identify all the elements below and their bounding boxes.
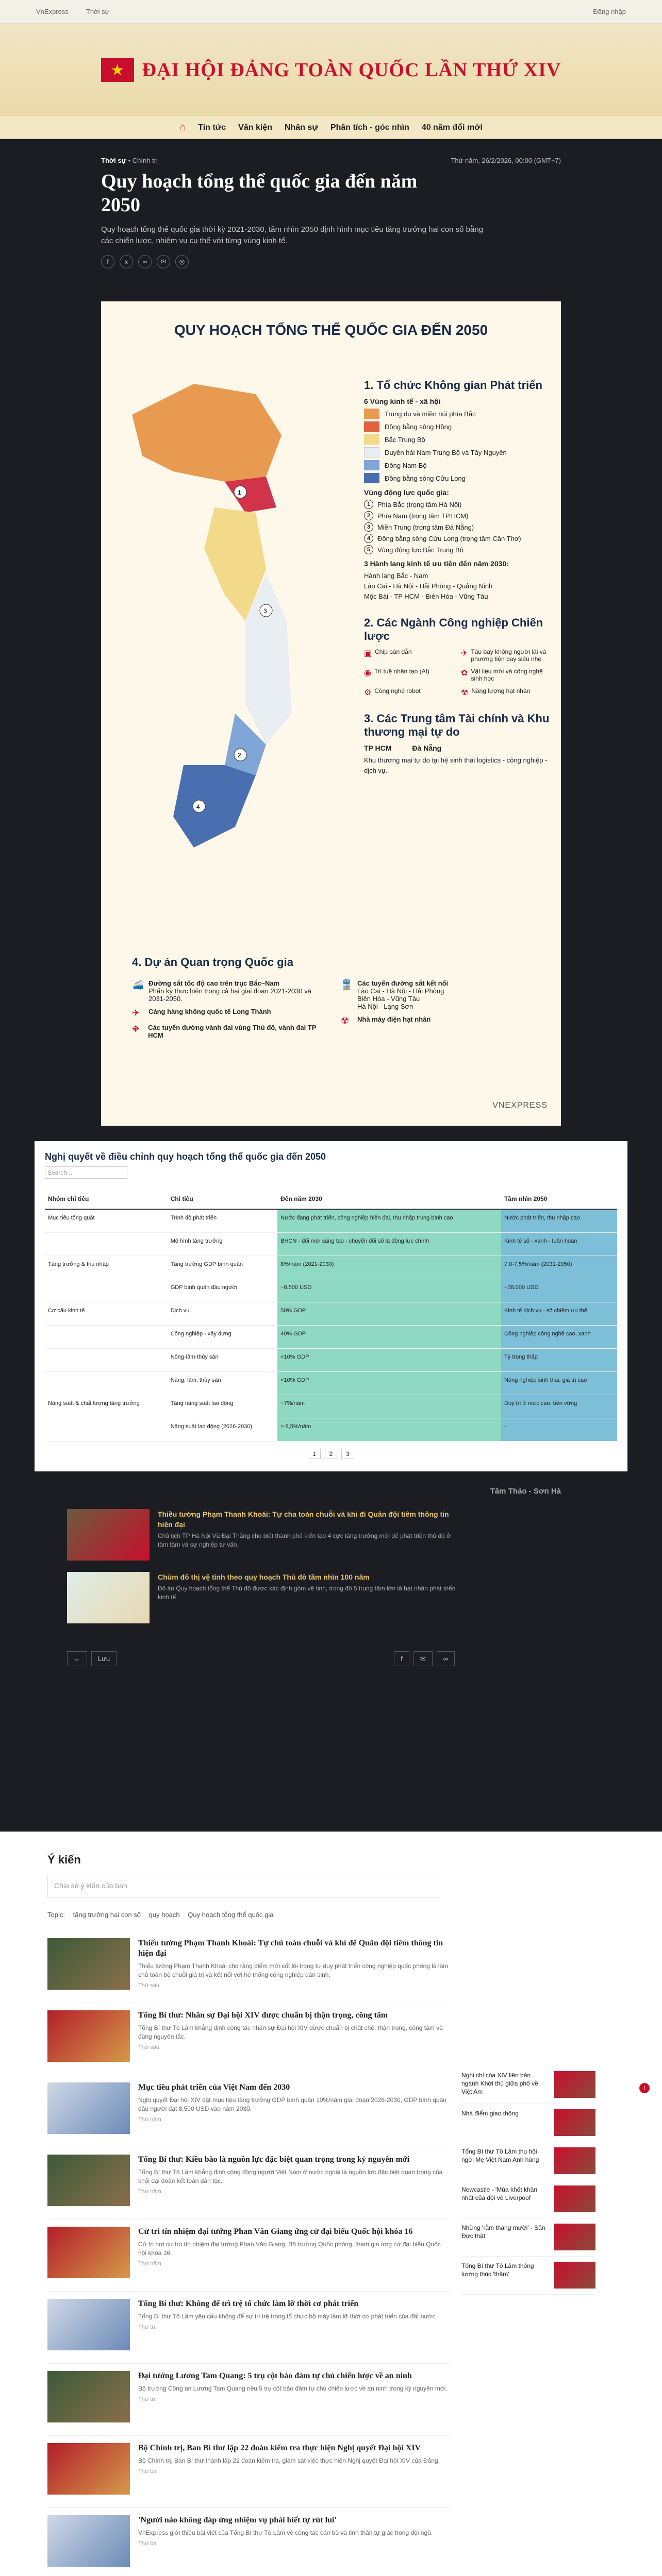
email-icon[interactable]: ✉ xyxy=(413,1651,433,1666)
sidebar-item[interactable] xyxy=(461,2180,595,2218)
news-thumb xyxy=(47,2515,130,2567)
pole-item: 1 Phía Bắc (trọng tâm Hà Nội) xyxy=(364,500,550,509)
news-desc: Nghị quyết Đại hội XIV đặt mục tiêu tăng trưởng GDP bình quân 10%/năm giai đoạn 2026-2030, GDP bình quân đầu người đạt 8.500 USD vào năm 2030. xyxy=(138,2096,446,2112)
related-item[interactable]: Chùm đô thị vệ tinh theo quy hoạch Thủ đô tầm nhìn 100 năm Đô án Quy hoạch tổng thể Thủ đô được xác định gồm vệ tinh, trong đó 5 trung tâm lớn là hạt nhân phát triển kinh tế. xyxy=(67,1572,459,1623)
news-title[interactable]: Mục tiêu phát triển của Việt Nam đến 2030 xyxy=(138,2083,290,2092)
main-nav xyxy=(0,116,662,139)
news-title[interactable]: Tổng Bí thư: Không để trì trệ tổ chức làm lỡ thời cơ phát triển xyxy=(138,2299,359,2308)
ai-icon: ◉ xyxy=(364,669,371,677)
email-icon[interactable]: ✉ xyxy=(157,255,170,268)
legend-panel xyxy=(364,379,550,776)
flag-icon: ★ xyxy=(101,58,134,82)
sidebar-thumb xyxy=(554,2109,595,2136)
list-item[interactable] xyxy=(47,2147,450,2219)
table-cell: <10% GDP xyxy=(277,1371,501,1395)
news-title[interactable]: 'Người nào không đáp ứng nhiệm vụ phải biết tự rút lui' xyxy=(138,2516,337,2524)
tag-link[interactable]: tăng trưởng hai con số xyxy=(73,1911,141,1919)
comments-section xyxy=(0,1832,662,2576)
legend-item: Đồng bằng sông Hồng xyxy=(364,421,550,432)
chip-icon: ▣ xyxy=(364,649,372,658)
table-cell xyxy=(45,1348,168,1371)
table-row xyxy=(45,1371,617,1395)
home-icon[interactable]: ⌂ xyxy=(179,122,186,133)
news-title[interactable]: Cử tri tín nhiệm đại tướng Phan Văn Giang ứng cử đại biểu Quốc hội khóa 16 xyxy=(138,2227,413,2236)
legend-item: Đồng bằng sông Cửu Long xyxy=(364,473,550,483)
table-cell: ~7%/năm xyxy=(277,1395,501,1418)
data-table-box xyxy=(35,1141,627,1471)
login-link[interactable]: Đăng nhập xyxy=(593,8,626,15)
news-time: Thứ năm xyxy=(138,2116,161,2123)
table-cell: Tăng trưởng GDP bình quân xyxy=(168,1256,277,1279)
notification-icon[interactable]: ! xyxy=(639,2083,650,2093)
news-thumb xyxy=(47,1938,130,1990)
table-cell: Cơ cấu kinh tế xyxy=(45,1302,168,1325)
page-button[interactable]: 2 xyxy=(325,1449,338,1459)
sidebar-item[interactable] xyxy=(461,2218,595,2257)
corridor-item: Mộc Bài - TP HCM - Biên Hòa - Vũng Tàu xyxy=(364,592,488,600)
sidebar-item[interactable] xyxy=(461,2142,595,2180)
list-item[interactable] xyxy=(47,1931,450,2003)
article-controls xyxy=(67,1654,459,1664)
author: Tâm Thảo - Sơn Hà xyxy=(490,1486,561,1496)
sidebar-item[interactable] xyxy=(461,2257,595,2295)
news-desc: VnExpress giới thiệu bài viết của Tổng Bí thư Tô Lâm về công tác cán bộ và tinh thần tự giác trong đội ngũ. xyxy=(138,2529,433,2536)
news-thumb xyxy=(47,2227,130,2278)
publish-date: Thứ năm, 26/2/2026, 00:00 (GMT+7) xyxy=(451,157,561,164)
news-time: Thứ ba xyxy=(138,2468,157,2475)
list-item[interactable] xyxy=(47,2075,450,2147)
sidebar-thumb xyxy=(554,2224,595,2250)
news-time: Thứ tư xyxy=(138,2396,156,2402)
airport-icon: ✈ xyxy=(132,1008,140,1018)
news-desc: Tổng Bí thư Tô Lâm khẳng định công tác nhân sự Đại hội XIV được chuẩn bị chặt chẽ, thận trọng, công tâm và đúng nguyên tắc. xyxy=(138,2024,443,2040)
table-cell: Tăng năng suất lao động xyxy=(168,1395,277,1418)
hero-banner xyxy=(0,24,662,116)
legend-item: Bắc Trung Bộ xyxy=(364,434,550,445)
news-list xyxy=(47,1931,450,2576)
table-cell: Công nghiệp công nghệ cao, xanh xyxy=(501,1325,617,1348)
svg-text:2: 2 xyxy=(238,752,241,759)
road-icon: ⛖ xyxy=(132,1024,140,1034)
category[interactable]: Thời sự xyxy=(101,157,126,164)
table-title: Nghị quyết về điều chỉnh quy hoạch tổng thể quốc gia đến 2050 xyxy=(45,1151,326,1162)
table-row xyxy=(45,1395,617,1418)
news-title[interactable]: Tổng Bí thư: Nhân sự Đại hội XIV được chuẩn bị thận trọng, công tâm xyxy=(138,2011,388,2020)
news-title[interactable]: Tổng Bí thư: Kiều bào là nguồn lực đặc biệt quan trọng trong kỷ nguyên mới xyxy=(138,2155,410,2164)
list-item[interactable] xyxy=(47,2219,450,2292)
legend-item: Duyên hải Nam Trung Bộ và Tây Nguyên xyxy=(364,447,550,457)
nav-item[interactable]: Phân tích - góc nhìn xyxy=(330,123,409,132)
subcategory[interactable]: Chính trị xyxy=(132,157,158,164)
article-title: Quy hoạch tổng thể quốc gia đến năm 2050 xyxy=(101,171,418,216)
pole-item: 3 Miền Trung (trọng tâm Đà Nẵng) xyxy=(364,522,550,532)
nav-item[interactable]: Tin tức xyxy=(198,123,226,132)
news-time: Thứ tư xyxy=(138,2324,156,2330)
section-2-title: 2. Các Ngành Công nghiệp Chiến lược xyxy=(364,616,543,642)
sidebar-title: Tổng Bí thư Tô Lâm thụ hội ngợi Mẹ Việt Nam Anh hùng xyxy=(461,2148,539,2163)
table-cell: Năng, lâm, thủy sản xyxy=(168,1371,277,1395)
table-cell: 50% GDP xyxy=(277,1302,501,1325)
table-cell: <10% GDP xyxy=(277,1348,501,1371)
news-title[interactable]: Đại tướng Lương Tam Quang: 5 trụ cột bảo đảm tự chủ chiến lược về an ninh xyxy=(138,2371,412,2380)
brand-logo: VNEXPRESS xyxy=(492,1101,548,1110)
table-cell: 40% GDP xyxy=(277,1325,501,1348)
table-cell: Tăng trưởng & thu nhập xyxy=(45,1256,168,1279)
legend-item: Trung du và miền núi phía Bắc xyxy=(364,409,550,419)
table-cell: Tỷ trọng thấp xyxy=(501,1348,617,1371)
related-thumb xyxy=(67,1509,150,1561)
news-thumb xyxy=(47,2371,130,2422)
comments-heading: Ý kiến xyxy=(47,1853,81,1866)
sidebar-thumb xyxy=(554,2262,595,2289)
facebook-icon[interactable]: f xyxy=(101,255,114,268)
robot-icon: ⚙ xyxy=(364,688,372,697)
table-cell: 8%/năm (2021-2030) xyxy=(277,1256,501,1279)
nav-item[interactable]: Văn kiện xyxy=(238,123,272,132)
regions-title: 6 Vùng kinh tế - xã hội xyxy=(364,397,441,405)
page-button[interactable]: 3 xyxy=(341,1449,354,1459)
news-time: Thứ năm xyxy=(138,2189,161,2195)
table-cell xyxy=(45,1232,168,1256)
table-header[interactable]: Nhóm chỉ tiêu xyxy=(45,1189,168,1209)
news-time: Thứ sáu xyxy=(138,2044,159,2050)
data-table xyxy=(45,1189,617,1442)
list-item[interactable] xyxy=(47,2292,450,2364)
save-button[interactable]: Lưu xyxy=(91,1651,117,1666)
table-row xyxy=(45,1302,617,1325)
news-desc: Tổng Bí thư Tô Lâm yêu cầu không để sự trì trệ trong tổ chức bộ máy làm lỡ thời cơ phát triển của đất nước. xyxy=(138,2313,437,2320)
plant-icon: ☢ xyxy=(341,1015,350,1026)
table-row xyxy=(45,1325,617,1348)
news-thumb xyxy=(47,2010,130,2062)
sidebar-title: Tổng Bí thư Tô Lâm thông lương thúc 'thăm' xyxy=(461,2262,534,2278)
table-row xyxy=(45,1348,617,1371)
sidebar-item[interactable] xyxy=(461,2104,595,2142)
news-desc: Bộ trưởng Công an Lương Tam Quang nêu 5 trụ cột bảo đảm tự chủ chiến lược về an ninh trong kỷ nguyên mới. xyxy=(138,2385,448,2392)
news-title[interactable]: Bộ Chính trị, Ban Bí thư lập 22 đoàn kiểm tra thực hiện Nghị quyết Đại hội XIV xyxy=(138,2444,421,2452)
nav-item[interactable]: 40 năm đổi mới xyxy=(421,123,483,132)
table-cell: ~8.500 USD xyxy=(277,1279,501,1302)
rail-icon: 🚆 xyxy=(341,979,353,990)
table-cell: Mục tiêu tổng quát xyxy=(45,1209,168,1232)
table-cell xyxy=(45,1279,168,1302)
sidebar-thumb xyxy=(554,2185,595,2212)
table-cell: > 8,5%/năm xyxy=(277,1418,501,1441)
news-thumb xyxy=(47,2082,130,2134)
sidebar-title: Nhà điểm giao thông xyxy=(461,2110,519,2117)
news-thumb xyxy=(47,2155,130,2206)
link-icon[interactable]: ∞ xyxy=(138,255,152,268)
table-cell: ~38.000 USD xyxy=(501,1279,617,1302)
list-item[interactable] xyxy=(47,2508,450,2576)
related-box xyxy=(67,1509,459,1623)
table-cell: Năng suất & chất lượng tăng trưởng xyxy=(45,1395,168,1418)
table-row xyxy=(45,1209,617,1232)
news-desc: Bộ Chính trị, Ban Bí thư thành lập 22 đoàn kiểm tra, giám sát việc thực hiện Nghị quyết Đại hội XIV của Đảng. xyxy=(138,2457,440,2464)
table-header[interactable]: Đến năm 2030 xyxy=(277,1189,501,1209)
centers: TP HCM Đà Nẵng xyxy=(364,744,442,752)
svg-text:1: 1 xyxy=(238,489,241,496)
pole-item: 2 Phía Nam (trọng tâm TP.HCM) xyxy=(364,511,550,520)
table-cell: 7,0-7,5%/năm (2031-2050) xyxy=(501,1256,617,1279)
facebook-icon[interactable]: f xyxy=(394,1651,409,1666)
news-title[interactable]: Thiếu tướng Phạm Thanh Khoái: Tự chủ toàn chuỗi và khí để Quân đội tiêm thông tin hiện đại xyxy=(138,1939,443,1958)
corridor-item: Hành lang Bắc - Nam xyxy=(364,572,428,580)
back-button[interactable]: ← xyxy=(67,1651,87,1666)
comment-icon[interactable]: ◎ xyxy=(175,255,189,268)
brand-link[interactable]: VnExpress xyxy=(36,8,69,15)
material-icon: ✿ xyxy=(461,669,468,677)
page-button[interactable]: 1 xyxy=(308,1449,321,1459)
table-cell: - xyxy=(501,1418,617,1441)
table-cell: Năng suất lao động (2026-2030) xyxy=(168,1418,277,1441)
table-search[interactable]: Search... xyxy=(45,1166,127,1179)
table-cell: Công nghiệp - xây dựng xyxy=(168,1325,277,1348)
sidebar-item[interactable] xyxy=(461,2066,595,2104)
link-icon[interactable]: ∞ xyxy=(437,1651,455,1666)
poles-title: Vùng động lực quốc gia: xyxy=(364,488,449,497)
centers-note: Khu thương mại tự do tại hệ sinh thái logistics - công nghiệp - dịch vụ. xyxy=(364,756,548,774)
nuclear-icon: ☢ xyxy=(461,688,469,697)
table-cell: BHCN - đổi mới sáng tạo - chuyển đổi số là động lực chính xyxy=(277,1232,501,1256)
sidebar-title: Những 'rằm tháng mười' - Sản Đực thật xyxy=(461,2224,545,2240)
industries-grid: ▣ Chip bán dẫn ✈ Tàu bay không người lái và phương tiện bay siêu nhẹ ◉ Trí tuệ nhân tạo (AI) ✿ Vật liệu mới và công nghệ sinh học ⚙ Công nghệ robot ☢ Năng lượng hạt nhân xyxy=(364,648,547,697)
section-link[interactable]: Thời sự xyxy=(86,8,110,15)
article-sapo: Quy hoạch tổng thể quốc gia thời kỳ 2021-2030, tầm nhìn 2050 định hình mục tiêu tăng trưởng hai con số bằng các chiến lược, nhiệm vụ cụ thể với từng vùng kinh tế. xyxy=(101,225,484,245)
table-cell xyxy=(45,1325,168,1348)
legend-item: Đông Nam Bộ xyxy=(364,460,550,470)
table-row xyxy=(45,1232,617,1256)
news-thumb xyxy=(47,2443,130,2495)
related-item[interactable]: Thiều tướng Phạm Thanh Khoái: Tự cha toàn chuỗi và khi đi Quân đội tiêm thông tin hiện đại Chủ tịch TP Hà Nội Vũ Đại Thắng cho biết thành phố kiến tạo 4 cực tăng trưởng mới để phát triển thủ đô ở tầm tầm và sự nghiệp tư vấn. xyxy=(67,1509,459,1561)
news-desc: Cử tri nơi cư trú tín nhiệm đại tướng Phan Văn Giang, Bộ trưởng Quốc phòng, tham gia ứng cử đại biểu Quốc hội khóa 16. xyxy=(138,2241,441,2257)
sidebar-list xyxy=(461,2066,595,2295)
news-desc: Tổng Bí thư Tô Lâm khẳng định cộng đồng người Việt Nam ở nước ngoài là nguồn lực đặc biệt quan trọng của khối đại đoàn kết toàn dân tộc. xyxy=(138,2168,443,2184)
table-cell xyxy=(45,1418,168,1441)
table-cell: Kinh tế dịch vụ - số chiếm ưu thế xyxy=(501,1302,617,1325)
table-header[interactable]: Chỉ tiêu xyxy=(168,1189,277,1209)
event-title: ĐẠI HỘI ĐẢNG TOÀN QUỐC LẦN THỨ XIV xyxy=(142,59,561,81)
news-thumb xyxy=(47,2299,130,2350)
pole-item: 4 Đồng bằng sông Cửu Long (trọng tâm Cần Thơ) xyxy=(364,534,550,543)
table-cell xyxy=(45,1371,168,1395)
tags: Topic: tăng trưởng hai con số quy hoạch Quy hoạch tổng thể quốc gia xyxy=(47,1911,274,1919)
news-time: Thứ năm xyxy=(138,2261,161,2267)
table-cell: Trình độ phát triển xyxy=(168,1209,277,1232)
related-thumb xyxy=(67,1572,150,1623)
section-4-title: 4. Dự án Quan trọng Quốc gia xyxy=(132,956,293,969)
comment-input[interactable]: Chia sẻ ý kiến của bạn xyxy=(47,1875,439,1897)
news-time: Thứ sáu xyxy=(138,1982,159,1989)
svg-text:3: 3 xyxy=(263,607,267,615)
sidebar-title: Nghị chỉ cóa XIV liên bản ngành Khởi thủ giữa phố về Việt Am xyxy=(461,2072,538,2095)
train-icon: 🚄 xyxy=(132,979,144,990)
corridors-title: 3 Hành lang kinh tế ưu tiên đến năm 2030: xyxy=(364,560,509,568)
twitter-icon[interactable]: x xyxy=(120,255,133,268)
sidebar-thumb xyxy=(554,2071,595,2098)
vietnam-map xyxy=(111,353,359,951)
tag-link[interactable]: quy hoạch xyxy=(148,1911,180,1919)
infographic xyxy=(101,301,561,1126)
share-bar xyxy=(101,255,561,268)
infographic-title: QUY HOẠCH TỔNG THỂ QUỐC GIA ĐẾN 2050 xyxy=(174,322,488,338)
table-cell: GDP bình quân đầu người xyxy=(168,1279,277,1302)
drone-icon: ✈ xyxy=(461,649,468,658)
list-item[interactable] xyxy=(47,2003,450,2075)
top-bar xyxy=(0,0,662,24)
svg-text:4: 4 xyxy=(196,803,200,810)
pole-item: 5 Vùng động lực Bắc Trung Bộ xyxy=(364,545,550,554)
table-cell: Nông-lâm-thủy sản xyxy=(168,1348,277,1371)
table-cell: Nước phát triển, thu nhập cao xyxy=(501,1209,617,1232)
sidebar-thumb xyxy=(554,2147,595,2174)
news-desc: Thiếu tướng Phạm Thanh Khoái cho rằng điểm mới cốt lõi trong tư duy phát triển công nghiệp quốc phòng là làm chủ toàn bộ chuỗi giá trị và kết nối với hệ thống công nghiệp dân sinh. xyxy=(138,1962,449,1978)
table-cell: Mô hình tăng trưởng xyxy=(168,1232,277,1256)
list-item[interactable] xyxy=(47,2436,450,2508)
corridor-item: Lào Cai - Hà Nội - Hải Phòng - Quảng Ninh xyxy=(364,582,493,590)
table-cell: Dịch vụ xyxy=(168,1302,277,1325)
table-cell: Nước đang phát triển, công nghiệp hiện đại, thu nhập trung bình cao xyxy=(277,1209,501,1232)
section-1-title: 1. Tổ chức Không gian Phát triển xyxy=(364,379,542,392)
table-pager xyxy=(45,1442,617,1466)
tag-link[interactable]: Quy hoạch tổng thể quốc gia xyxy=(188,1911,274,1919)
table-row xyxy=(45,1418,617,1441)
news-time: Thứ ba xyxy=(138,2540,157,2547)
table-header[interactable]: Tầm nhìn 2050 xyxy=(501,1189,617,1209)
sidebar-title: Newcastle - 'Mùa khốt khăn nhất của đội về Liverpool' xyxy=(461,2186,538,2201)
table-cell: Nông nghiệp sinh thái, giá trị cao xyxy=(501,1371,617,1395)
table-cell: Duy trì ở mức cao, bền vững xyxy=(501,1395,617,1418)
table-row xyxy=(45,1279,617,1302)
table-row xyxy=(45,1256,617,1279)
section-3-title: 3. Các Trung tâm Tài chính và Khu thương mại tự do xyxy=(364,712,550,738)
list-item[interactable] xyxy=(47,2364,450,2436)
nav-item[interactable]: Nhân sự xyxy=(284,123,318,132)
article-section: Thời sự • Chính trị Thứ năm, 26/2/2026, 00:00 (GMT+7) Quy hoạch tổng thể quốc gia đến năm 2050 Quy hoạch tổng thể quốc gia thời kỳ 2021-2030, tầm nhìn 2050 định hình mục tiêu tăng trưởng hai con số bằng các chiến lược, nhiệm vụ cụ thể với từng vùng kinh tế. f x ∞ ✉ ◎ QUY HOẠCH TỔNG THỂ QUỐC GIA ĐẾN 2050 1 2 3 4 1. Tổ chức Không gian Phát triển 6 Vùng kinh tế - xã hội Trung du và miền núi phía Bắc Đồng bằng sông Hồng Bắc Trung Bộ Duyên hải Nam Trung Bộ và Tây Nguyên Đông Nam Bộ Đồng bằng sông Cửu Long Vùng động lực quốc gia: 1 Phía Bắc (trọng tâm Hà Nội) 2 Phía Nam (trọng tâm TP.HCM) 3 Miền Trung (trọng tâm Đà Nẵng) 4 Đồng bằng sông Cửu Long (trọng tâm Cần Thơ) 5 Vùng động lực Bắc Trung Bộ 3 Hành lang kinh tế ưu tiên đến năm 2030: Hành lang Bắc - Nam Lào Cai - Hà Nội - Hải Phòng - Quảng Ninh Mộc Bài - TP HCM - Biên Hòa - Vũng Tàu 2. Các Ngành Công nghiệp Chiến lược ▣ Chip bán dẫn ✈ Tàu bay không người lái và phương tiện bay siêu nhẹ ◉ Trí tuệ nhân tạo (AI) ✿ Vật liệu mới và công nghệ sinh học ⚙ Công nghệ robot ☢ Năng lượng hạt nhân 3. Các Trung tâm Tài chính và Khu thương mại tự do TP HCM Đà Nẵng Khu thương mại tự do tại hệ sinh thái logistics - công nghiệp - dịch vụ. 4. Dự án Quan trọng Quốc gia 🚄 Đường sắt tốc độ cao trên trục Bắc–Nam Phấn kỳ thực hiện trong cả hai giai đoạn 2021-2030 và 2031-2050. ✈ Cảng hàng không quốc tế Long Thành ⛖ Các tuyến đường vành đai vùng Thủ đô, vành đai TP HCM 🚆 Các tuyến đường sắt kết nối Lào Cai - Hà Nội - Hải Phòng Biên Hòa - Vũng Tàu Hà Nội - Lạng Sơn ☢ Nhà máy điện hạt nhân VNEXPRESS Nghị quyết về điều chỉnh quy hoạch tổng thể quốc gia đến 2050 Search... Nhóm chỉ tiêu Chỉ tiêu Đến năm 2030 Tầm nhìn 2050 Mục tiêu tổng quát Trình độ phát triển Nước đang phát triển, công nghiệp hiện đại, thu nhập trung bình cao Nước phát triển, thu nhập cao Mô hình tăng trưởng BHCN - đổi mới sáng tạo - chuyển đổi số là động lực chính Kinh tế số - xanh - tuần hoàn Tăng trưởng & thu nhập Tăng trưởng GDP bình quân 8%/năm (2021-2030) 7,0-7,5%/năm (2031-2050) GDP bình quân đầu người ~8.500 USD ~38.000 USD Cơ cấu kinh tế Dịch vụ 50% GDP Kinh tế dịch vụ - số chiếm ưu thế Công nghiệp - xây dựng 40% GDP Công nghiệp công nghệ cao, xanh Nông-lâm-thủy sản <10% GDP Tỷ trọng thấp Năng, lâm, thủy sản <10% GDP Nông nghiệp sinh thái, giá trị cao Năng suất & chất lượng tăng trưởng Tăng năng suất lao động ~7%/năm Duy trì ở mức cao, bền vững Năng suất lao động (2026-2030) > 8,5%/năm - 1 2 3 Tâm Thảo - Sơn Hà Thiều tướng Phạm Thanh Khoái: Tự cha toàn chuỗi và khi đi Quân đội tiêm thông tin hiện đại Chủ tịch TP Hà Nội Vũ Đại Thắng cho biết thành phố kiến tạo 4 cực tăng trưởng mới để phát triển thủ đô ở tầm tầm và sự nghiệp tư vấn. Chùm đô thị vệ tinh theo quy hoạch Thủ đô tầm nhìn 100 năm Đô án Quy hoạch tổng thể Thủ đô được xác định gồm vệ tinh, trong đó 5 trung tâm lớn là hạt nhân phát triển kinh tế. ← Lưu f ✉ ∞ xyxy=(0,139,662,1832)
table-cell: Kinh tế số - xanh - tuần hoàn xyxy=(501,1232,617,1256)
projects-section: 4. Dự án Quan trọng Quốc gia 🚄 Đường sắt tốc độ cao trên trục Bắc–Nam Phấn kỳ thực hiện trong cả hai giai đoạn 2021-2030 và 2031-2050. ✈ Cảng hàng không quốc tế Long Thành ⛖ Các tuyến đường vành đai vùng Thủ đô, vành đai TP HCM 🚆 Các tuyến đường sắt kết nối Lào Cai - Hà Nội - Hải Phòng Biên Hòa - Vũng Tàu Hà Nội - Lạng Sơn ☢ Nhà máy điện hạt nhân xyxy=(132,956,534,1044)
